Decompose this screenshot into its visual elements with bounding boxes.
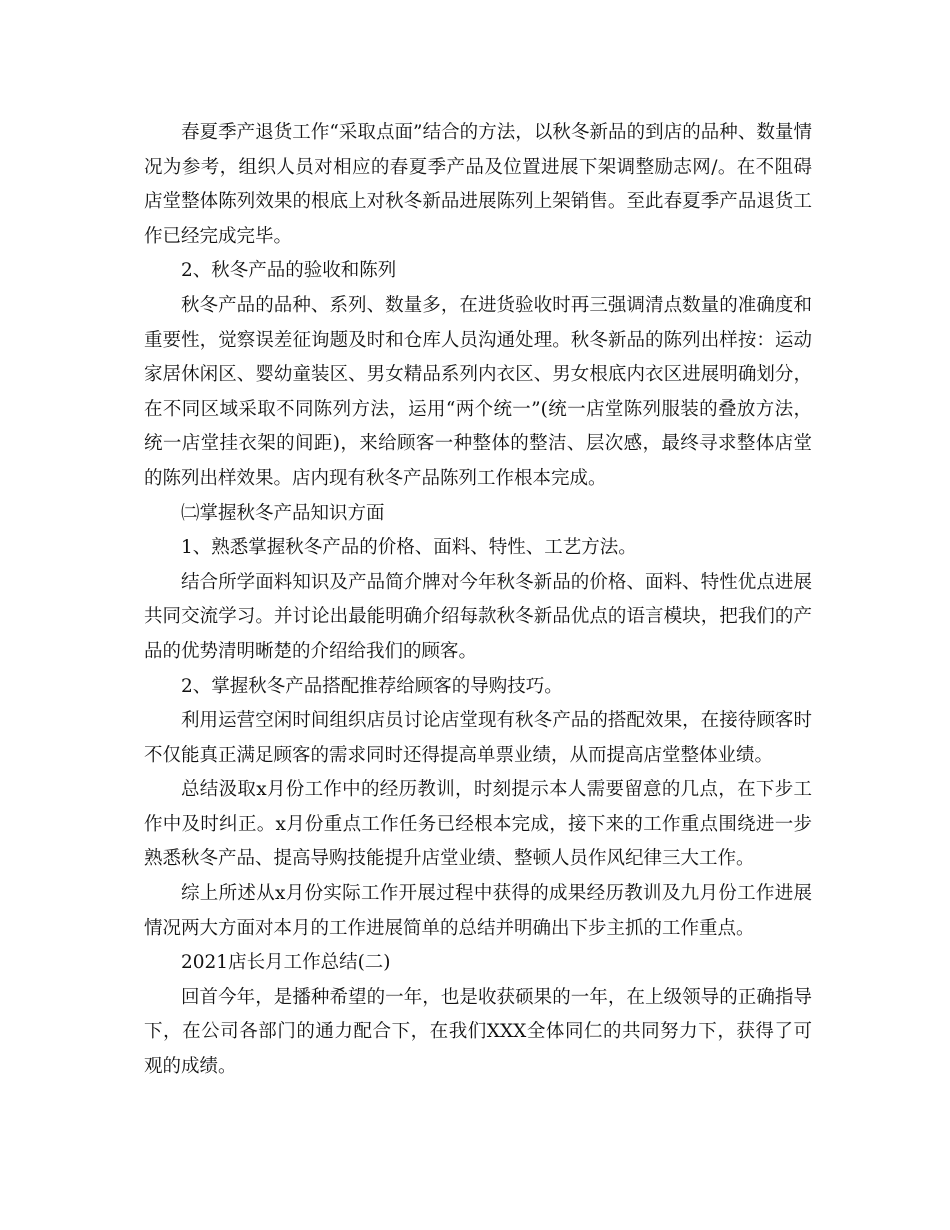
section-title-summary-two: 2021店长月工作总结(二) — [181, 952, 391, 974]
heading-knowledge-item-2: 2、掌握秋冬产品搭配推荐给顾客的导购技巧。 — [181, 675, 563, 697]
paragraph-matching-skills: 利用运营空闲时间组织店员讨论店堂现有秋冬产品的搭配效果，在接待顾客时不仅能真正满足顾客的需求同时还得提高单票业绩，从而提高店堂整体业绩。 — [144, 710, 812, 766]
paragraph-acceptance-display: 秋冬产品的品种、系列、数量多，在进货验收时再三强调清点数量的准确度和重要性，觉察误差征询题及时和仓库人员沟通处理。秋冬新品的陈列出样按：运动家居休闲区、婴幼童装区、男女精品系列内衣区、男女根底内衣区进展明确划分，在不同区域采取不同陈列方法，运用“两个统一”(统一店堂陈列服装的叠放方法，统一店堂挂衣架的间距)，来给顾客一种整体的整洁、层次感，最终寻求整体店堂的陈列出样效果。店内现有秋冬产品陈列工作根本完成。 — [144, 294, 812, 489]
paragraph-year-review: 回首今年，是播种希望的一年，也是收获硕果的一年，在上级领导的正确指导下，在公司各部门的通力配合下，在我们XXX全体同仁的共同努力下，获得了可观的成绩。 — [144, 986, 812, 1078]
document-body — [144, 116, 812, 1085]
heading-knowledge-item-1: 1、熟悉掌握秋冬产品的价格、面料、特性、工艺方法。 — [181, 537, 637, 559]
heading-autumn-winter-acceptance: 2、秋冬产品的验收和陈列 — [181, 260, 397, 282]
paragraph-summary: 综上所述从x月份实际工作开展过程中获得的成果经历教训及九月份工作进展情况两大方面对本月的工作进展简单的总结并明确出下步主抓的工作重点。 — [144, 883, 812, 939]
paragraph-lessons-learned: 总结汲取x月份工作中的经历教训，时刻提示本人需要留意的几点，在下步工作中及时纠正。x月份重点工作任务已经根本完成，接下来的工作重点围绕进一步熟悉秋冬产品、提高导购技能提升店堂业绩、整顿人员作风纪律三大工作。 — [144, 779, 812, 870]
heading-product-knowledge: ㈡掌握秋冬产品知识方面 — [181, 502, 385, 524]
paragraph-knowledge-study: 结合所学面料知识及产品简介牌对今年秋冬新品的价格、面料、特性优点进展共同交流学习。并讨论出最能明确介绍每款秋冬新品优点的语言模块，把我们的产品的优势清明晰楚的介绍给我们的顾客。 — [144, 571, 812, 662]
paragraph-returns-method: 春夏季产退货工作“采取点面”结合的方法，以秋冬新品的到店的品种、数量情况为参考，组织人员对相应的春夏季产品及位置进展下架调整励志网/。在不阻碍店堂整体陈列效果的根底上对秋冬新品进展陈列上架销售。至此春夏季产品退货工作已经完成完毕。 — [144, 122, 812, 247]
